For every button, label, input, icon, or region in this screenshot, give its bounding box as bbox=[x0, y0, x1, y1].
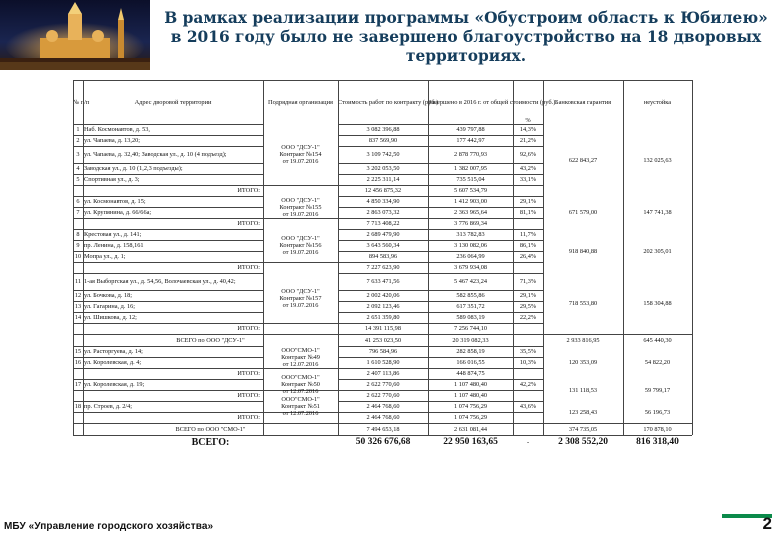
row-cost-text: 4 850 334,90 bbox=[366, 198, 400, 205]
subtotal-dsu-penalty-text: 645 440,30 bbox=[643, 336, 672, 344]
table-header-row bbox=[73, 80, 692, 124]
row-percent-text: 42,2% bbox=[519, 381, 537, 388]
row-performed-text: 1 074 756,29 bbox=[453, 403, 488, 410]
group-penalty-text: 158 304,88 bbox=[643, 300, 672, 307]
header-contractor-text: Подрядная организация bbox=[268, 98, 333, 106]
row-address-text: ул. Крупянина, д. 66/66а; bbox=[84, 209, 152, 216]
group-total-performed-text: 448 874,75 bbox=[456, 370, 485, 377]
row-cost-text: 2 225 311,14 bbox=[366, 176, 400, 183]
row-cost-text: 2 863 073,32 bbox=[366, 209, 400, 216]
contractor-line: ООО"СМО-1" bbox=[281, 396, 320, 403]
contractor-line: ООО "ДСУ-1" bbox=[281, 235, 320, 242]
grand-total-cost bbox=[338, 435, 428, 449]
row-performed-text: 735 515,04 bbox=[456, 176, 485, 183]
row-number-text: 10 bbox=[74, 253, 82, 260]
group-total-label-text: ИТОГО: bbox=[237, 392, 260, 399]
row-number-text: 3 bbox=[76, 151, 80, 158]
grand-total-warranty bbox=[543, 435, 623, 449]
subtotal-smo-performed bbox=[428, 423, 513, 435]
row-performed-text: 1 107 480,40 bbox=[453, 381, 488, 388]
group-warranty-text: 718 553,80 bbox=[568, 300, 598, 307]
header-contractor bbox=[263, 80, 338, 124]
group-total-performed-text: 5 607 534,79 bbox=[453, 187, 488, 194]
subtotal-dsu-performed bbox=[428, 334, 513, 346]
row-number-text: 7 bbox=[76, 209, 80, 216]
row-percent-text: 33,1% bbox=[519, 176, 537, 183]
row-address-text: 1-ая Выборгская ул., д. 54,56, Волочаевская ул., д. 40,42; bbox=[84, 278, 236, 285]
contractor-line: от 19.07.2016 bbox=[282, 301, 319, 309]
header-performed bbox=[428, 80, 556, 124]
header-cost-text: Стоимость работ по контракту (руб.) bbox=[338, 98, 439, 106]
header-warranty-text: Банковская гарантия bbox=[554, 98, 612, 106]
row-percent-text: 29,5% bbox=[519, 303, 537, 310]
row-address-text: Крестовая ул., д. 141; bbox=[84, 231, 142, 238]
row-number-text: 16 bbox=[74, 359, 82, 366]
header-warranty bbox=[543, 80, 623, 124]
grand-total-penalty bbox=[623, 435, 692, 449]
group-total-performed-text: 7 256 744,10 bbox=[453, 325, 488, 332]
contractor-line: Контракт №49 bbox=[281, 353, 320, 361]
row-performed-text: 5 467 423,24 bbox=[453, 278, 488, 285]
row-address-text: ул. Бочкова, д. 18; bbox=[84, 292, 133, 299]
row-cost-text: 3 643 560,34 bbox=[366, 242, 400, 249]
row-percent-text: 21,2% bbox=[519, 137, 537, 144]
grand-total-label-text: ВСЕГО: bbox=[191, 436, 230, 448]
row-cost-text: 2 002 420,06 bbox=[366, 292, 400, 299]
group-total-cost-text: 12 456 875,32 bbox=[364, 187, 402, 194]
contractor-line: от 12.07.2016 bbox=[282, 388, 319, 395]
header-address bbox=[83, 80, 263, 124]
row-address-text: ул. Королевская, д. 4; bbox=[84, 359, 142, 366]
contractor-line: ООО"СМО-1" bbox=[281, 374, 320, 381]
row-percent-text: 29,1% bbox=[519, 198, 537, 205]
slide-header bbox=[0, 0, 780, 78]
row-address-text: Наб. Космонавтов, д. 53, bbox=[84, 126, 150, 133]
row-cost-text: 2 689 479,90 bbox=[366, 231, 400, 238]
group-warranty bbox=[543, 379, 623, 401]
contractor-line: от 19.07.2016 bbox=[282, 249, 319, 256]
grand-total-cost-text: 50 326 676,68 bbox=[355, 436, 411, 447]
row-cost-text: 2 092 123,46 bbox=[366, 303, 400, 310]
row-cost-text: 2 622 770,60 bbox=[366, 381, 400, 388]
row-number-text: 5 bbox=[76, 176, 80, 183]
row-performed-text: 3 130 082,06 bbox=[453, 242, 488, 249]
row-address-text: Мопра ул., д. 1; bbox=[84, 253, 126, 260]
contractor-line: ООО "ДСУ-1" bbox=[281, 196, 320, 204]
group-total-performed-text: 1 107 480,40 bbox=[453, 392, 488, 399]
table-column-rule bbox=[83, 80, 84, 435]
row-performed-text: 282 858,19 bbox=[456, 348, 485, 355]
subtotal-smo-label-text: ВСЕГО по ООО "СМО-1" bbox=[175, 425, 246, 433]
subtotal-smo bbox=[73, 423, 692, 435]
subtotal-smo-label bbox=[83, 423, 338, 435]
row-performed-text: 2 363 965,64 bbox=[453, 209, 488, 216]
group-total-cost-text: 7 227 623,90 bbox=[366, 264, 400, 271]
header-cost bbox=[338, 80, 439, 124]
subtotal-dsu-label-text: ВСЕГО по ООО "ДСУ-1" bbox=[176, 336, 245, 344]
row-number-text: 6 bbox=[76, 198, 80, 205]
group-warranty-text: 918 840,88 bbox=[568, 247, 598, 255]
group-total-cost-text: 2 464 768,60 bbox=[366, 414, 400, 421]
row-address-text: ул. Космонавтов, д. 15; bbox=[84, 198, 146, 205]
table-column-rule bbox=[513, 80, 514, 435]
group-total-label-text: ИТОГО: bbox=[237, 325, 260, 332]
group-warranty-text: 123 258,43 bbox=[568, 408, 598, 416]
row-cost-text: 796 584,96 bbox=[368, 348, 398, 355]
row-performed-text: 589 083,19 bbox=[456, 314, 485, 321]
subtotal-smo-penalty-text: 170 878,10 bbox=[643, 425, 672, 433]
subtotal-dsu-penalty bbox=[623, 334, 692, 346]
row-cost-text: 2 651 359,80 bbox=[366, 314, 400, 321]
group-total-label-text: ИТОГО: bbox=[237, 264, 260, 271]
row-address-text: ул. Королевская, д. 19; bbox=[84, 381, 145, 388]
header-num bbox=[73, 80, 90, 124]
grand-total-dash-text: - bbox=[526, 438, 530, 446]
row-number-text: 11 bbox=[74, 278, 82, 285]
row-number-text: 15 bbox=[74, 348, 82, 355]
row-percent-text: 92,6% bbox=[519, 151, 537, 158]
group-penalty-text: 54 822,20 bbox=[644, 359, 671, 366]
row-performed-text: 236 064,99 bbox=[456, 253, 485, 260]
contractor-line: от 19.07.2016 bbox=[282, 210, 319, 218]
row-percent-text: 26,4% bbox=[519, 253, 537, 260]
row-cost-text: 894 583,96 bbox=[368, 253, 398, 260]
row-percent-text: 29,1% bbox=[519, 292, 537, 299]
group-total-performed-text: 3 776 869,34 bbox=[453, 220, 488, 227]
row-performed-text: 313 782,83 bbox=[456, 231, 485, 238]
group-warranty bbox=[543, 229, 623, 273]
row-cost-text: 3 082 396,88 bbox=[366, 126, 400, 133]
warranty-penalty-cells bbox=[73, 273, 692, 334]
group-penalty-text: 56 196,73 bbox=[644, 408, 671, 416]
subtotal-smo-warranty bbox=[543, 423, 623, 435]
group-total-cost-text: 2 407 113,86 bbox=[366, 370, 400, 377]
table-column-rule bbox=[73, 80, 74, 435]
subtotal-smo-warranty-text: 374 735,05 bbox=[568, 425, 598, 433]
contractor-line: от 19.07.2016 bbox=[282, 158, 319, 165]
row-address-text: пр. Строев, д. 2/4; bbox=[84, 403, 133, 410]
row-address-text: ул. Расторгуева, д. 14; bbox=[84, 348, 143, 355]
warranty-penalty-cells bbox=[73, 196, 692, 229]
header-penalty bbox=[623, 80, 692, 124]
contractor-line: Контракт №155 bbox=[279, 203, 322, 211]
row-number-text: 1 bbox=[76, 126, 80, 133]
row-percent-text: 11,7% bbox=[519, 231, 537, 238]
row-number-text: 13 bbox=[74, 303, 82, 310]
table-column-rule bbox=[543, 80, 544, 435]
group-total-performed-text: 3 679 934,08 bbox=[453, 264, 488, 271]
group-warranty-text: 120 353,09 bbox=[568, 359, 598, 366]
row-address-text: ул. Гагарина, д. 16; bbox=[84, 303, 136, 310]
subtotal-smo-cost bbox=[338, 423, 428, 435]
grand-total-dash bbox=[513, 435, 543, 449]
row-cost-text: 2 464 768,60 bbox=[366, 403, 400, 410]
row-percent-text: 71,3% bbox=[519, 278, 537, 285]
row-address-text: ул. Шишкова, д. 12; bbox=[84, 314, 137, 321]
row-number-text: 8 bbox=[76, 231, 80, 238]
header-percent-text: % bbox=[525, 117, 531, 124]
grand-total-performed bbox=[428, 435, 513, 449]
group-total-cost-text: 2 622 770,60 bbox=[366, 392, 400, 399]
subtotal-smo-performed-text: 2 631 081,44 bbox=[453, 425, 488, 433]
group-warranty-text: 671 579,00 bbox=[568, 209, 598, 216]
row-percent-text: 43,6% bbox=[519, 403, 537, 410]
row-performed-text: 582 855,86 bbox=[456, 292, 485, 299]
row-address-text: пр. Ленина, д. 158,161 bbox=[84, 242, 144, 249]
group-penalty bbox=[623, 379, 692, 401]
header-performed-text: Завершено в 2016 г. от общей стоимости (руб.) bbox=[428, 98, 556, 106]
subtotal-dsu bbox=[73, 334, 692, 346]
group-total-cost-text: 7 713 408,22 bbox=[366, 220, 400, 227]
group-total-label-text: ИТОГО: bbox=[237, 220, 260, 227]
row-performed-text: 166 016,55 bbox=[456, 359, 485, 366]
contractor-line: Контракт №50 bbox=[281, 381, 320, 388]
table-column-rule bbox=[428, 80, 429, 435]
table-rule bbox=[73, 80, 692, 81]
group-warranty-text: 622 843,27 bbox=[568, 156, 598, 164]
group-warranty bbox=[543, 196, 623, 229]
group-penalty bbox=[623, 273, 692, 334]
contractor-line: ООО "ДСУ-1" bbox=[281, 144, 320, 151]
group-warranty bbox=[543, 273, 623, 334]
row-percent-text: 22,2% bbox=[519, 314, 537, 321]
subtotal-dsu-cost-text: 41 253 023,50 bbox=[364, 336, 402, 344]
contractor-line: Контракт №157 bbox=[279, 294, 322, 302]
header-percent bbox=[513, 80, 543, 124]
row-cost-text: 7 633 471,56 bbox=[366, 278, 400, 285]
group-warranty bbox=[543, 401, 623, 423]
contractor-line: ООО"СМО-1" bbox=[281, 346, 320, 354]
row-percent-text: 81,1% bbox=[519, 209, 537, 216]
row-number-text: 2 bbox=[76, 137, 80, 144]
contractor-line: Контракт №154 bbox=[279, 151, 322, 158]
subtotal-dsu-label bbox=[83, 334, 338, 346]
row-number-text: 17 bbox=[74, 381, 82, 388]
group-total-cost-text: 14 391 115,98 bbox=[365, 325, 401, 332]
row-number-text: 12 bbox=[74, 292, 82, 299]
church-photo-image bbox=[0, 0, 150, 70]
table-column-rule bbox=[263, 80, 264, 435]
group-penalty bbox=[623, 124, 692, 196]
row-number-text: 18 bbox=[74, 403, 82, 410]
row-performed-text: 1 412 903,00 bbox=[453, 198, 488, 205]
row-performed-text: 1 382 007,95 bbox=[453, 165, 488, 172]
row-performed-text: 2 878 770,93 bbox=[453, 151, 488, 158]
row-performed-text: 177 442,97 bbox=[456, 137, 485, 144]
contractor-line: ООО "ДСУ-1" bbox=[281, 287, 320, 295]
report-table bbox=[73, 80, 692, 449]
row-cost-text: 3 109 742,50 bbox=[366, 151, 400, 158]
row-address-text: Заводская ул., д. 10 (1,2,3 подъезды); bbox=[84, 165, 183, 172]
row-cost-text: 837 569,90 bbox=[368, 137, 398, 144]
contractor-line: Контракт №51 bbox=[281, 403, 320, 410]
group-total-label-text: ИТОГО: bbox=[237, 370, 260, 377]
group-penalty bbox=[623, 401, 692, 423]
row-address-text: Спортивная ул., д. 3; bbox=[84, 176, 140, 183]
organization-name: МБУ «Управление городского хозяйства» bbox=[4, 521, 214, 532]
page-number: 2 bbox=[762, 514, 772, 533]
group-penalty bbox=[623, 196, 692, 229]
table-column-rule bbox=[692, 80, 693, 435]
row-percent-text: 43,2% bbox=[519, 165, 537, 172]
warranty-penalty-cells bbox=[73, 229, 692, 273]
header-address-text: Адрес дворовой территории bbox=[134, 98, 212, 106]
subtotal-dsu-performed-text: 20 319 082,33 bbox=[452, 336, 489, 344]
grand-total-row bbox=[73, 435, 692, 449]
group-total-performed-text: 1 074 756,29 bbox=[453, 414, 488, 421]
contractor-line: от 12.07.2016 bbox=[282, 360, 319, 368]
contractor-line: от 12.07.2016 bbox=[282, 410, 319, 417]
subtotal-smo-cost-text: 7 494 653,18 bbox=[366, 425, 400, 433]
row-number-text: 9 bbox=[76, 242, 80, 249]
night-church-photo bbox=[0, 0, 150, 70]
row-percent-text: 86,1% bbox=[519, 242, 537, 249]
row-number-text: 4 bbox=[76, 165, 80, 172]
contractor-line: Контракт №156 bbox=[279, 242, 322, 249]
row-address-text: ул. Чапаева, д. 32,40; Заводская ул., д. 10 (4 подъезд); bbox=[84, 151, 227, 158]
title-box bbox=[152, 0, 780, 76]
group-total-label-text: ИТОГО: bbox=[237, 187, 260, 194]
row-cost-text: 3 202 053,50 bbox=[366, 165, 400, 172]
group-penalty bbox=[623, 346, 692, 379]
row-performed-text: 617 351,72 bbox=[456, 303, 485, 310]
warranty-penalty-cells bbox=[73, 379, 692, 401]
group-penalty-text: 202 305,01 bbox=[643, 247, 672, 255]
row-address-text: ул. Чапаева, д. 13,20; bbox=[84, 137, 141, 144]
grand-total-performed-text: 22 950 163,65 bbox=[443, 436, 498, 447]
row-number-text: 14 bbox=[74, 314, 82, 321]
header-num-text: № п/п bbox=[73, 98, 90, 106]
table-column-rule bbox=[338, 80, 339, 435]
warranty-penalty-cells bbox=[73, 124, 692, 196]
group-warranty bbox=[543, 346, 623, 379]
subtotal-dsu-cost bbox=[338, 334, 428, 346]
row-percent-text: 10,3% bbox=[519, 359, 537, 366]
slide-title: В рамках реализации программы «Обустроим область к Юбилею» в 2016 году было не завершено благоустройство на 18 дворовых территориях. bbox=[164, 9, 768, 65]
group-warranty bbox=[543, 124, 623, 196]
group-penalty bbox=[623, 229, 692, 273]
header-penalty-text: неустойка bbox=[643, 98, 672, 106]
table-column-rule bbox=[623, 80, 624, 435]
group-warranty-text: 131 118,53 bbox=[568, 386, 598, 394]
group-total-label-text: ИТОГО: bbox=[237, 414, 260, 421]
row-cost-text: 1 610 528,90 bbox=[366, 359, 400, 366]
subtotal-smo-penalty bbox=[623, 423, 692, 435]
row-performed-text: 439 797,88 bbox=[456, 126, 485, 133]
grand-total-warranty-text: 2 308 552,20 bbox=[558, 436, 608, 447]
group-penalty-text: 147 741,38 bbox=[643, 209, 672, 216]
grand-total-label bbox=[83, 435, 338, 449]
warranty-penalty-cells bbox=[73, 346, 692, 379]
row-percent-text: 14,3% bbox=[519, 126, 537, 133]
group-penalty-text: 132 025,63 bbox=[643, 156, 672, 164]
subtotal-dsu-warranty-text: 2 933 816,95 bbox=[566, 336, 600, 344]
group-penalty-text: 59 799,17 bbox=[644, 386, 671, 394]
grand-total-penalty-text: 816 318,40 bbox=[636, 436, 679, 447]
subtotal-dsu-warranty bbox=[543, 334, 623, 346]
warranty-penalty-cells bbox=[73, 401, 692, 423]
row-percent-text: 35,5% bbox=[519, 348, 537, 355]
